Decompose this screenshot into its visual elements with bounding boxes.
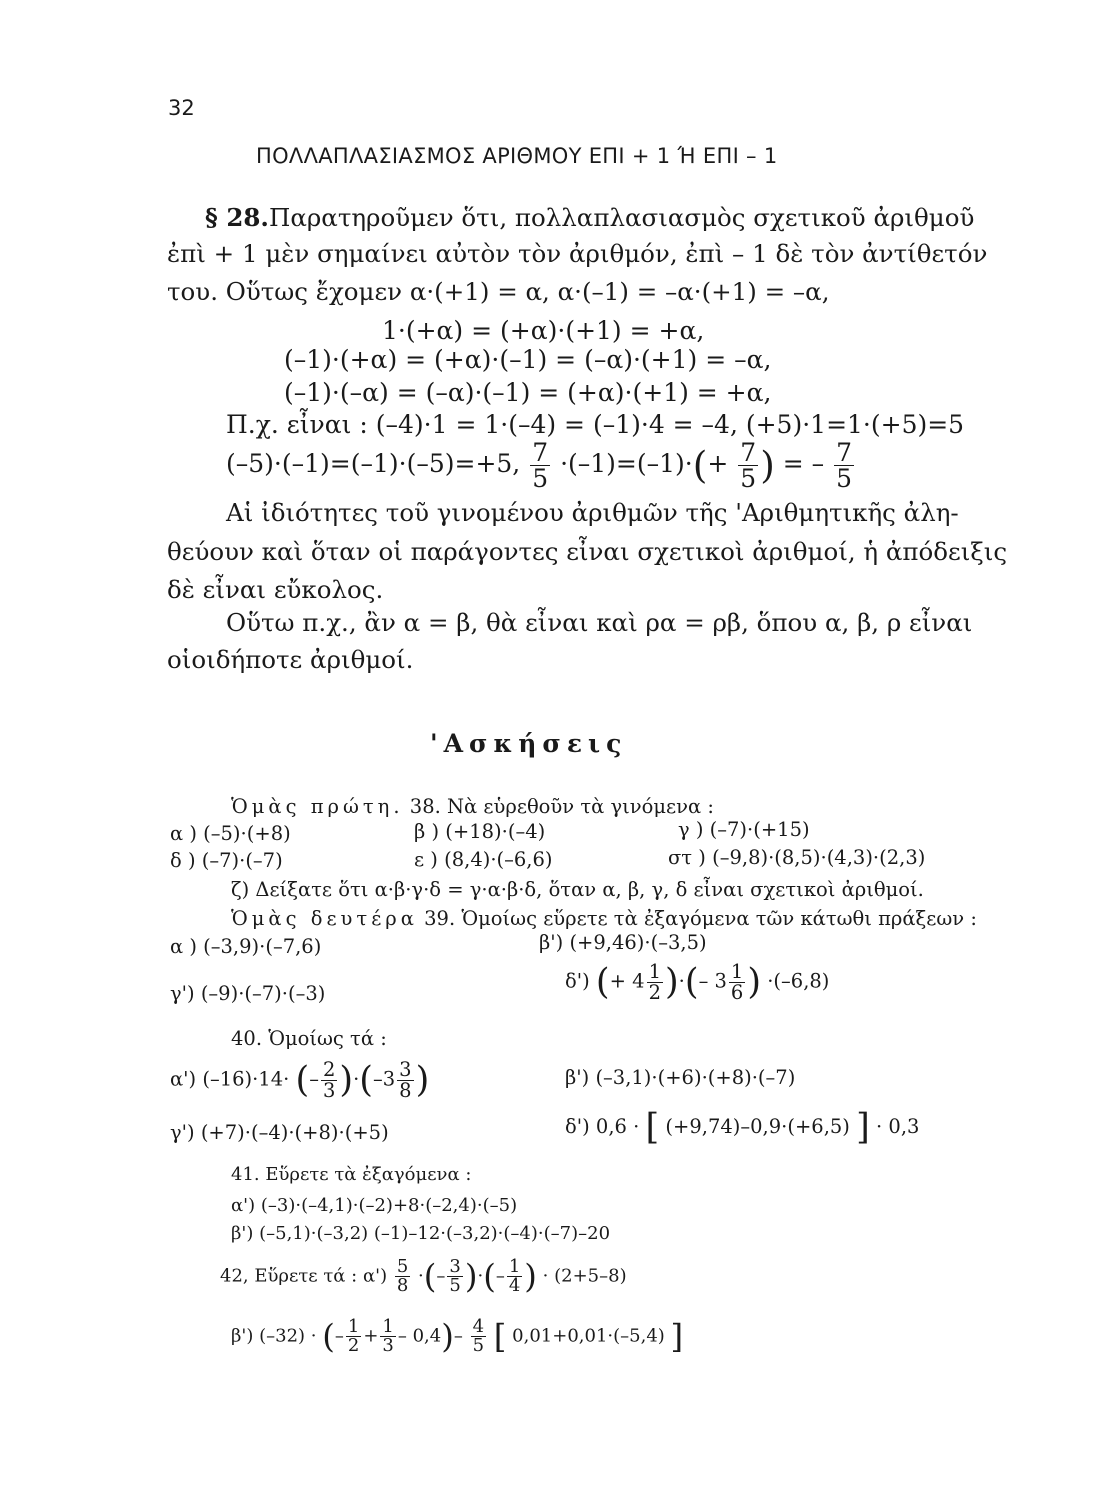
ex39-header bbox=[231, 909, 977, 929]
ex38-e: ε ) (8,4)·(–6,6) bbox=[414, 848, 553, 871]
fraction-1-3: $\frac{1}{3}$ bbox=[382, 1316, 394, 1356]
ex41-intro: 41. Εὕρετε τὰ ἐξαγόμενα : bbox=[231, 1164, 472, 1185]
ex39-b: β') (+9,46)·(–3,5) bbox=[539, 931, 707, 954]
page-number: 32 bbox=[168, 96, 195, 120]
para28-line3: του. Οὕτως ἔχομεν α·(+1) = α, α·(–1) = –α·(+1) = –α, bbox=[167, 277, 830, 306]
ex39-group: Ὁμὰς δευτέρα bbox=[231, 907, 418, 930]
eq5-plus: + bbox=[707, 449, 729, 478]
section-mark: § 28. bbox=[205, 203, 269, 232]
fraction-7-5: $\frac{7}{5}$ bbox=[532, 438, 549, 493]
para28-line1-text: Παρατηροῦμεν ὅτι, πολλαπλασιασμὸς σχετικοῦ ἀριθμοῦ bbox=[268, 203, 975, 232]
ex38-c: γ ) (–7)·(+15) bbox=[678, 818, 810, 841]
ex39-intro: 39. Ὁμοίως εὕρετε τὰ ἐξαγόμενα τῶν κάτωθι πράξεων : bbox=[424, 907, 977, 930]
fraction-7-5-c: $\frac{7}{5}$ bbox=[836, 438, 853, 493]
fraction-4-5: $\frac{4}{5}$ bbox=[472, 1316, 485, 1356]
fraction-5-8: $\frac{5}{8}$ bbox=[396, 1256, 409, 1296]
para2-line1: Αἱ ἰδιότητες τοῦ γινομένου ἀριθμῶν τῆς 'Αριθμητικῆς ἀλη- bbox=[226, 498, 959, 527]
fraction-3-8: $\frac{3}{8}$ bbox=[399, 1058, 412, 1102]
equation-1: 1·(+α) = (+α)·(+1) = +α, bbox=[382, 316, 705, 345]
ex38-header bbox=[231, 797, 714, 817]
ex38-a: α ) (–5)·(+8) bbox=[170, 822, 291, 845]
fraction-1-2-b: $\frac{1}{2}$ bbox=[347, 1316, 360, 1356]
para28-line1 bbox=[205, 203, 975, 232]
fraction-7-5-b: $\frac{7}{5}$ bbox=[740, 438, 757, 493]
ex41-b: β') (–5,1)·(–3,2) (–1)–12·(–3,2)·(–4)·(–7)–20 bbox=[231, 1223, 611, 1244]
para2-line3: δὲ εἶναι εὔκολος. bbox=[167, 575, 384, 604]
ex40-b: β') (–3,1)·(+6)·(+8)·(–7) bbox=[565, 1066, 796, 1089]
ex38-d: δ ) (–7)·(–7) bbox=[170, 849, 283, 872]
para3-line2: οἱοιδήποτε ἀριθμοί. bbox=[167, 645, 414, 674]
ex40-d: δ') 0,6 · [ (+9,74)–0,9·(+6,5) ] · 0,3 bbox=[565, 1107, 920, 1148]
fraction-1-6: $\frac{1}{6}$ bbox=[730, 960, 744, 1004]
ex42-a: 42, Εὕρετε τά : α') $\frac{5}{8}$ ·(– $\frac{3}{5}$ )·(– $\frac{1}{4}$ ) · (2+5–8) bbox=[220, 1256, 627, 1296]
ex40-intro: 40. Ὁμοίως τά : bbox=[231, 1027, 387, 1050]
ex40-a: α') (–16)·14· (– $\frac{2}{3}$ )·(–3 $\frac{3}{8}$ ) bbox=[170, 1058, 430, 1102]
page-heading: ΠΟΛΛΑΠΛΑΣΙΑΣΜΟΣ ΑΡΙΘΜΟΥ ΕΠΙ + 1 Ή ΕΠΙ – 1 bbox=[256, 144, 778, 168]
ex39-a: α ) (–3,9)·(–7,6) bbox=[170, 935, 322, 958]
fraction-1-4: $\frac{1}{4}$ bbox=[508, 1256, 521, 1296]
fraction-1-2: $\frac{1}{2}$ bbox=[648, 960, 661, 1004]
ex42-b: β') (–32) · (– $\frac{1}{2}$ + $\frac{1}{3}$ – 0,4)– $\frac{4}{5}$ [ 0,01+0,01·(–5,4) ] bbox=[231, 1316, 684, 1356]
ex39-c: γ') (–9)·(–7)·(–3) bbox=[170, 982, 326, 1005]
eq5-part-a: (–5)·(–1)=(–1)·(–5)=+5, bbox=[226, 449, 521, 478]
equation-2: (–1)·(+α) = (+α)·(–1) = (–α)·(+1) = –α, bbox=[284, 345, 772, 374]
ex40-c: γ') (+7)·(–4)·(+8)·(+5) bbox=[170, 1121, 389, 1144]
fraction-3-5: $\frac{3}{5}$ bbox=[449, 1256, 461, 1296]
eq5-part-d: = – bbox=[782, 449, 825, 478]
eq5-part-b: ·(–1)=(–1)· bbox=[560, 449, 693, 478]
ex41-a: α') (–3)·(–4,1)·(–2)+8·(–2,4)·(–5) bbox=[231, 1195, 518, 1216]
ex38-f: στ ) (–9,8)·(8,5)·(4,3)·(2,3) bbox=[668, 846, 926, 869]
section-title: 'Ασκήσεις bbox=[430, 729, 628, 758]
ex39-d: δ') (+ 4 $\frac{1}{2}$ )·(– 3 $\frac{1}{6}$ ) ·(–6,8) bbox=[565, 960, 830, 1004]
ex38-intro: 38. Νὰ εὑρεθοῦν τὰ γινόμενα : bbox=[409, 795, 714, 818]
ex38-group: Ὁμὰς πρώτη. bbox=[231, 795, 404, 818]
fraction-2-3: $\frac{2}{3}$ bbox=[322, 1058, 336, 1102]
equation-3: (–1)·(–α) = (–α)·(–1) = (+α)·(+1) = +α, bbox=[284, 378, 772, 407]
equation-4: Π.χ. εἶναι : (–4)·1 = 1·(–4) = (–1)·4 = –4, (+5)·1=1·(+5)=5 bbox=[226, 410, 965, 439]
ex38-z: ζ) Δείξατε ὅτι α·β·γ·δ = γ·α·β·δ, ὅταν α, β, γ, δ εἶναι σχετικοὶ ἀριθμοί. bbox=[231, 878, 924, 901]
ex38-b: β ) (+18)·(–4) bbox=[414, 820, 546, 843]
para2-line2: θεύουν καὶ ὅταν οἱ παράγοντες εἶναι σχετικοὶ ἀριθμοί, ἡ ἀπόδειξις bbox=[167, 537, 1008, 566]
equation-5: (–5)·(–1)=(–1)·(–5)=+5, $\frac{7}{5}$ ·(–1)=(–1)·(+ $\frac{7}{5}$ ) = – $\frac{7}{5}$ bbox=[226, 438, 853, 493]
para3-line1: Οὕτω π.χ., ἂν α = β, θὰ εἶναι καὶ ρα = ρβ, ὅπου α, β, ρ εἶναι bbox=[226, 608, 973, 637]
para28-line2: ἐπὶ + 1 μὲν σημαίνει αὐτὸν τὸν ἀριθμόν, ἐπὶ – 1 δὲ τὸν ἀντίθετόν bbox=[167, 239, 988, 268]
